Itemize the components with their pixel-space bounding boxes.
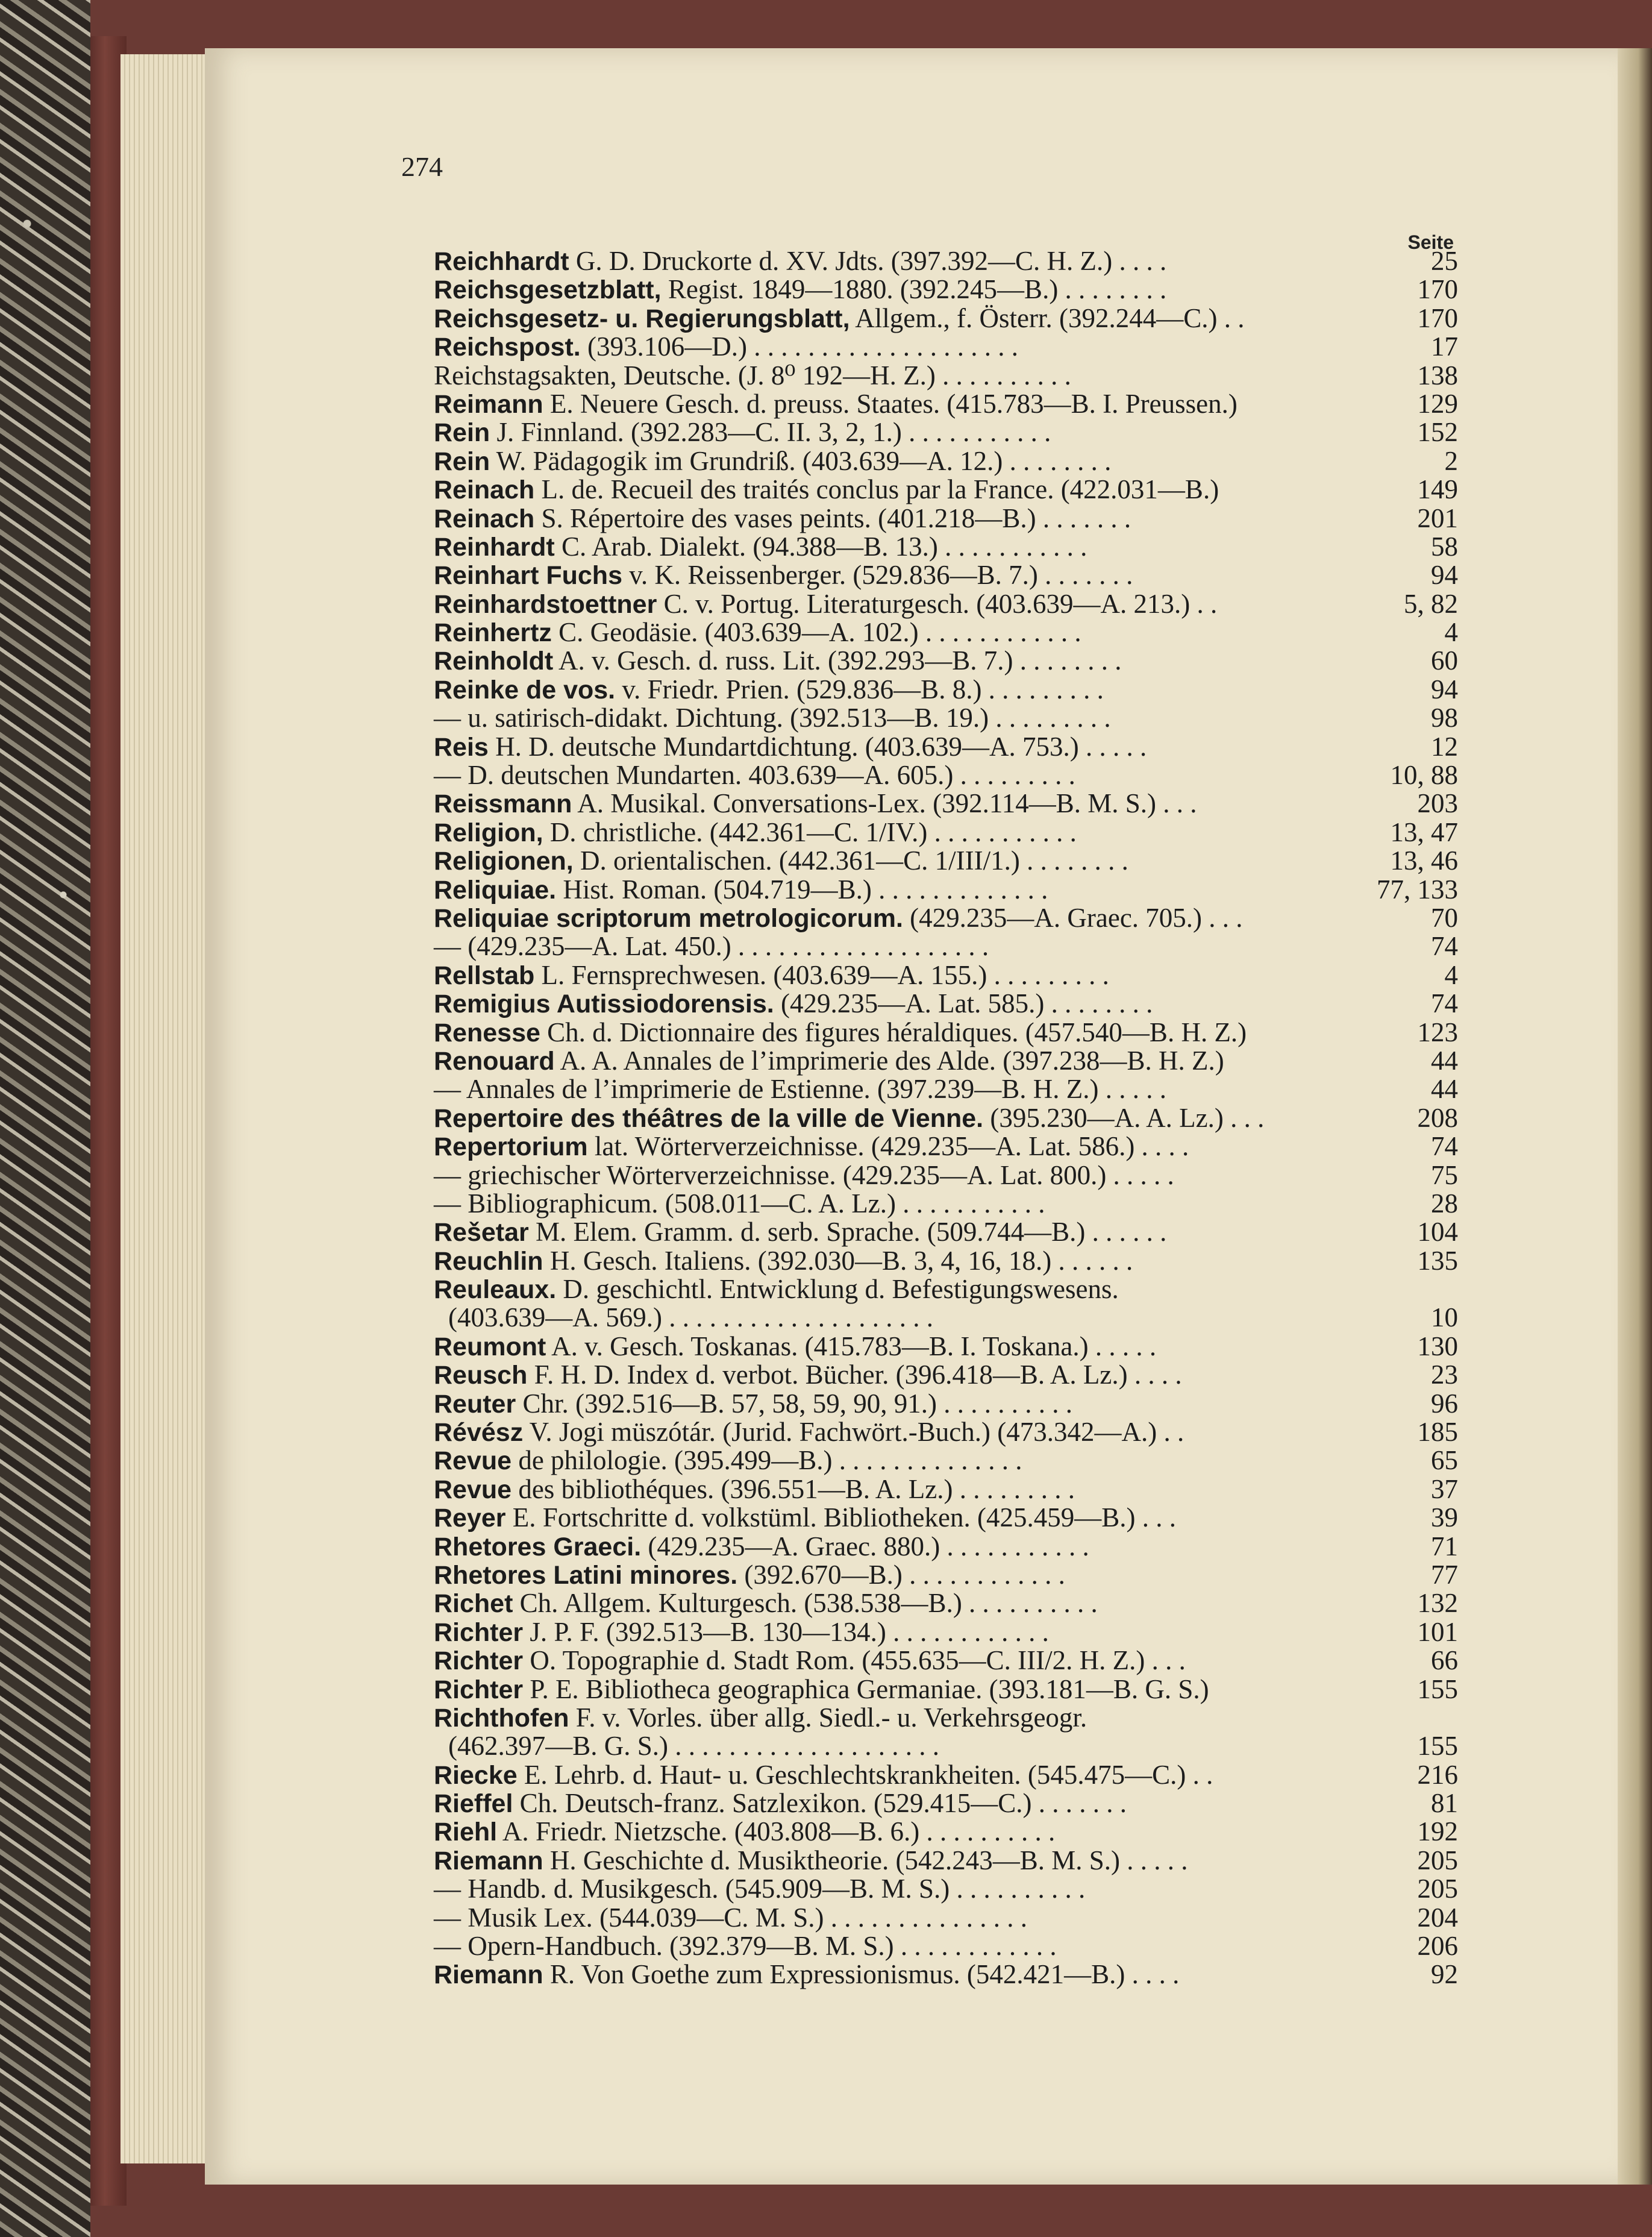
index-entry [434,1390,1458,1418]
entry-page-ref: 44 [1431,1045,1458,1076]
entry-heading: Reinholdt [434,647,554,676]
entry-page-ref: 104 [1417,1217,1458,1247]
entry-text [434,1818,1055,1846]
index-entry [434,1132,1458,1161]
index-entry [434,789,1458,818]
entry-text [448,1304,933,1332]
entry-description: de philologie. (395.499—B.) . . . . . . . . . . . . . . [512,1445,1022,1476]
entry-text [434,1675,1209,1704]
index-entry [434,618,1458,647]
index-entry [434,1932,1458,1960]
entry-heading: Religionen, [434,847,574,876]
entry-description: — Bibliographicum. (508.011—C. A. Lz.) . . . . . . . . . . . [434,1188,1045,1219]
entry-description: A. Friedr. Nietzsche. (403.808—B. 6.) . . . . . . . . . . [497,1816,1056,1847]
entry-heading: Reinhertz [434,618,552,648]
index-entry [434,1446,1458,1475]
index-entry [434,1018,1458,1047]
entry-text [434,590,1217,619]
entry-heading: Revue [434,1446,512,1476]
entry-description: C. Geodäsie. (403.639—A. 102.) . . . . . . . . . . . . [551,617,1081,648]
entry-text [434,1904,1027,1932]
entry-text [434,247,1166,276]
entry-heading: Reichsgesetz- u. Regierungsblatt, [434,304,850,333]
entry-heading: Reichsgesetzblatt, [434,275,662,305]
index-entries [434,247,1458,1989]
index-entry [434,1047,1458,1075]
entry-description: M. Elem. Gramm. d. serb. Sprache. (509.744—B.) . . . . . . [528,1217,1167,1247]
entry-page-ref: 130 [1417,1331,1458,1361]
index-entry [434,1161,1458,1190]
entry-page-ref: 44 [1431,1074,1458,1105]
entry-text [434,1589,1098,1618]
index-entry [434,904,1458,932]
entry-page-ref: 4 [1444,959,1458,990]
entry-page-ref: 5, 82 [1404,588,1458,619]
entry-text [434,1561,1065,1590]
entry-description: Allgem., f. Österr. (392.244—C.) . . [849,303,1245,333]
entry-text [434,561,1133,590]
entry-heading: Repertoire des théâtres de la ville de Vienne. [434,1103,984,1133]
entry-text [434,904,1243,933]
entry-text [434,704,1111,732]
index-entry [434,1789,1458,1818]
entry-text [434,847,1128,876]
entry-page-ref: 39 [1431,1502,1458,1533]
entry-text [434,1418,1184,1447]
page-number: 274 [401,151,443,182]
entry-text [434,475,1219,504]
entry-text [434,1446,1022,1475]
entry-page-ref: 149 [1417,474,1458,505]
entry-page-ref: 101 [1417,1616,1458,1647]
entry-text [434,1332,1156,1361]
entry-description: Chr. (392.516—B. 57, 58, 59, 90, 91.) . . . . . . . . . . [516,1388,1072,1419]
index-entry [434,447,1458,475]
entry-page-ref: 74 [1431,988,1458,1019]
index-entry [434,1504,1458,1532]
entry-text [434,1789,1127,1818]
entry-page-ref: 192 [1417,1816,1458,1847]
index-entry [434,504,1458,533]
entry-heading: Riemann [434,1846,543,1875]
entry-page-ref: 74 [1431,931,1458,962]
entry-description: D. geschichtl. Entwicklung d. Befestigungswesens. [556,1274,1119,1305]
entry-page-ref: 205 [1417,1874,1458,1904]
entry-text [434,1218,1166,1247]
entry-text [434,1361,1182,1390]
entry-page-ref: 170 [1417,274,1458,305]
index-entry [434,275,1458,304]
entry-description: (429.235—A. Graec. 880.) . . . . . . . . . . . [641,1531,1089,1561]
entry-text [434,818,1077,847]
entry-description: J. P. F. (392.513—B. 130—134.) . . . . . . . . . . . . [523,1616,1049,1647]
entry-heading: Reinach [434,504,535,533]
entry-heading: Rhetores Latini minores. [434,1560,738,1590]
index-entry [434,1589,1458,1617]
entry-text [434,932,989,961]
entry-text [434,1047,1224,1076]
entry-page-ref: 206 [1417,1931,1458,1962]
entry-page-ref: 70 [1431,902,1458,933]
index-entry [434,304,1458,333]
entry-description: des bibliothéques. (396.551—B. A. Lz.) . . . . . . . . . [512,1473,1075,1504]
entry-description: (429.235—A. Lat. 585.) . . . . . . . . [774,988,1153,1019]
entry-description: J. Finnland. (392.283—C. II. 3, 2, 1.) . . . . . . . . . . . [490,417,1051,448]
entry-description: C. v. Portug. Literaturgesch. (403.639—A. 213.) . . [657,588,1218,619]
index-entry [434,990,1458,1018]
entry-description: — Annales de l’imprimerie de Estienne. (397.239—B. H. Z.) . . . . . [434,1074,1167,1105]
entry-description: Regist. 1849—1880. (392.245—B.) . . . . . . . . [661,274,1167,305]
entry-text [434,1761,1213,1790]
entry-page-ref: 66 [1431,1645,1458,1676]
entry-page-ref: 201 [1417,503,1458,533]
entry-description: — Opern-Handbuch. (392.379—B. M. S.) . . . . . . . . . . . . [434,1931,1057,1962]
entry-heading: Remigius Autissiodorensis. [434,990,774,1019]
index-entry [434,1904,1458,1932]
index-entry [434,647,1458,675]
index-entry [434,1561,1458,1589]
entry-description: A. v. Gesch. d. russ. Lit. (392.293—B. 7.) . . . . . . . . [553,645,1122,676]
entry-text [434,647,1122,676]
index-entry [434,704,1458,732]
page-column-label: Seite [1407,231,1454,253]
entry-heading: Riehl [434,1818,498,1847]
entry-text [434,504,1131,533]
entry-text [434,333,1018,362]
entry-text [434,1704,1087,1733]
index-entry [434,533,1458,561]
index-entry [434,1361,1458,1389]
entry-page-ref: 65 [1431,1445,1458,1476]
entry-heading: Rein [434,418,490,448]
entry-page-ref: 135 [1417,1245,1458,1276]
index-entry [434,1190,1458,1218]
entry-heading: Renesse [434,1018,540,1047]
entry-heading: Reinach [434,475,535,505]
entry-page-ref: 205 [1417,1845,1458,1875]
entry-description: R. Von Goethe zum Expressionismus. (542.421—B.) . . . . [543,1959,1180,1990]
index-entry [434,847,1458,875]
entry-heading: Révész [434,1418,524,1448]
entry-heading: Reinhart Fuchs [434,561,622,591]
entry-description: L. de. Recueil des traités conclus par la France. (422.031—B.) [534,474,1219,505]
index-entry [434,1818,1458,1846]
entry-page-ref: 4 [1444,617,1458,648]
page-stack-edge [120,54,217,2163]
entry-heading: Religion, [434,818,543,847]
entry-description: Ch. d. Dictionnaire des figures héraldiques. (457.540—B. H. Z.) [540,1017,1247,1047]
entry-heading: Reuter [434,1389,516,1419]
index-entry [434,1875,1458,1903]
entry-heading: Reinhardstoettner [434,589,657,619]
entry-heading: Repertorium [434,1132,588,1162]
entry-text [434,1475,1075,1504]
entry-page-ref: 77, 133 [1377,874,1458,905]
index-entry [434,961,1458,990]
index-entry [434,1618,1458,1646]
entry-text [434,1247,1133,1276]
entry-description: v. K. Reissenberger. (529.836—B. 7.) . . . . . . . [622,560,1133,591]
entry-description: E. Neuere Gesch. d. preuss. Staates. (415.783—B. I. Preussen.) [543,388,1237,419]
entry-text [434,304,1244,333]
entry-description: v. Friedr. Prien. (529.836—B. 8.) . . . . . . . . . [615,674,1104,704]
index-entry [434,333,1458,361]
entry-heading: Richter [434,1617,524,1647]
entry-text [448,1732,939,1760]
entry-description: C. Arab. Dialekt. (94.388—B. 13.) . . . . . . . . . . . [554,531,1087,562]
entry-heading: Renouard [434,1046,555,1076]
entry-text [434,1846,1188,1875]
entry-text [434,1075,1166,1103]
entry-heading: Reis [434,732,489,762]
entry-text [434,533,1087,562]
entry-text [434,1132,1189,1161]
index-entry [434,761,1458,789]
entry-page-ref: 98 [1431,703,1458,733]
index-entry [434,818,1458,847]
entry-description: — u. satirisch-didakt. Dichtung. (392.513—B. 19.) . . . . . . . . . [434,703,1111,733]
entry-heading: Reliquiae. [434,875,557,905]
index-entry [434,1304,1458,1332]
entry-heading: Riemann [434,1960,543,1990]
entry-description: D. orientalischen. (442.361—C. 1/III/1.) . . . . . . . . [573,846,1128,876]
index-entry [434,1075,1458,1103]
entry-page-ref: 23 [1431,1360,1458,1390]
entry-description: Hist. Roman. (504.719—B.) . . . . . . . . . . . . . [556,874,1048,905]
entry-page-ref: 92 [1431,1959,1458,1990]
index-entry [434,733,1458,761]
entry-description: E. Fortschritte d. volkstüml. Bibliotheken. (425.459—B.) . . . [505,1502,1176,1533]
entry-page-ref: 25 [1431,246,1458,276]
entry-text [434,1190,1045,1218]
entry-text [434,1161,1174,1190]
entry-page-ref: 185 [1417,1417,1458,1448]
entry-page-ref: 81 [1431,1788,1458,1819]
entry-text [434,447,1111,476]
entry-heading: Reuleaux. [434,1275,557,1305]
entry-page-ref: 132 [1417,1588,1458,1619]
entry-description: (393.106—D.) . . . . . . . . . . . . . . . . . . . . [580,331,1018,362]
entry-page-ref: 13, 47 [1390,817,1458,847]
entry-page-ref: 37 [1431,1473,1458,1504]
entry-page-ref: 10, 88 [1390,760,1458,791]
entry-description: H. D. deutsche Mundartdichtung. (403.639—A. 753.) . . . . . [488,731,1147,762]
index-entry [434,932,1458,961]
entry-heading: Richter [434,1646,524,1676]
entry-description: W. Pädagogik im Grundriß. (403.639—A. 12.) . . . . . . . . [490,445,1112,476]
entry-description: S. Répertoire des vases peints. (401.218—B.) . . . . . . . [534,503,1131,533]
entry-description: G. D. Druckorte d. XV. Jdts. (397.392—C. H. Z.) . . . . [569,246,1167,276]
entry-page-ref: 28 [1431,1188,1458,1219]
entry-description: V. Jogi müszótár. (Jurid. Fachwört.-Buch.) (473.342—A.) . . [523,1417,1184,1448]
index-entry [434,475,1458,504]
entry-description: D. christliche. (442.361—C. 1/IV.) . . . . . . . . . . . [543,817,1077,847]
entry-page-ref: 204 [1417,1902,1458,1933]
entry-text [434,1875,1085,1903]
entry-text [434,761,1075,789]
entry-heading: Rein [434,447,490,476]
entry-heading: Rešetar [434,1218,529,1247]
entry-description: H. Gesch. Italiens. (392.030—B. 3, 4, 16, 18.) . . . . . . [543,1245,1133,1276]
marbled-cover-edge [0,0,90,2237]
entry-heading: Reimann [434,389,543,419]
entry-text [434,990,1153,1018]
entry-heading: Rhetores Graeci. [434,1532,642,1561]
entry-heading: Reinke de vos. [434,675,616,704]
entry-page-ref: 96 [1431,1388,1458,1419]
entry-text [434,876,1048,905]
entry-description: E. Lehrb. d. Haut- u. Geschlechtskrankheiten. (545.475—C.) . . [517,1759,1213,1790]
entry-page-ref: 155 [1417,1674,1458,1704]
entry-text [434,1018,1247,1047]
entry-heading: Rellstab [434,961,535,990]
entry-page-ref: 138 [1417,360,1458,391]
entry-text [434,1646,1186,1675]
entry-page-ref: 208 [1417,1102,1458,1133]
index-entry [434,1846,1458,1875]
index-entry [434,561,1458,589]
index-entry [434,1732,1458,1760]
index-entry [434,1475,1458,1504]
entry-description: F. v. Vorles. über allg. Siedl.- u. Verkehrsgeogr. [569,1702,1087,1733]
entry-description: A. v. Gesch. Toskanas. (415.783—B. I. Toskana.) . . . . . [546,1331,1157,1361]
entry-text [434,733,1147,762]
entry-heading: Reumont [434,1332,546,1361]
index-entry [434,1960,1458,1989]
entry-heading: Richter [434,1675,524,1704]
entry-description: (392.670—B.) . . . . . . . . . . . . [737,1559,1065,1590]
entry-description: O. Topographie d. Stadt Rom. (455.635—C. III/2. H. Z.) . . . [523,1645,1186,1676]
entry-description: Ch. Allgem. Kulturgesch. (538.538—B.) . . . . . . . . . . [513,1588,1098,1619]
entry-heading: Reichspost. [434,333,581,362]
entry-text [434,1932,1057,1960]
entry-page-ref: 13, 46 [1390,846,1458,876]
entry-text [434,1533,1089,1561]
index-entry [434,1675,1458,1704]
entry-text [434,961,1109,990]
entry-text [434,1504,1176,1533]
entry-description: (395.230—A. A. Lz.) . . . [983,1102,1265,1133]
entry-page-ref: 58 [1431,531,1458,562]
entry-description: L. Fernsprechwesen. (403.639—A. 155.) . . . . . . . . . [534,959,1109,990]
index-entry [434,362,1458,390]
entry-heading: Reichhardt [434,247,569,276]
entry-description: Reichstagsakten, Deutsche. (J. 8⁰ 192—H. Z.) . . . . . . . . . . [434,360,1071,391]
index-entry [434,1104,1458,1132]
index-entry [434,1275,1458,1304]
entry-heading: Reuchlin [434,1246,543,1276]
entry-text [434,362,1071,390]
entry-page-ref: 77 [1431,1559,1458,1590]
entry-text [434,618,1081,647]
index-entry [434,418,1458,447]
index-entry [434,1218,1458,1246]
index-entry [434,247,1458,275]
entry-description: P. E. Bibliotheca geographica Germaniae. (393.181—B. G. S.) [523,1674,1209,1704]
page-gutter-right [1618,48,1652,2185]
entry-page-ref: 155 [1417,1731,1458,1762]
entry-page-ref: 12 [1431,731,1458,762]
index-entry [434,676,1458,704]
entry-description: — D. deutschen Mundarten. 403.639—A. 605.) . . . . . . . . . [434,760,1075,791]
entry-description: — Musik Lex. (544.039—C. M. S.) . . . . . . . . . . . . . . . [434,1902,1028,1933]
entry-text [434,1275,1119,1304]
entry-text [434,1960,1179,1989]
entry-page-ref: 71 [1431,1531,1458,1561]
entry-page-ref: 74 [1431,1131,1458,1162]
entry-page-ref: 60 [1431,645,1458,676]
entry-heading: Rieffel [434,1789,513,1819]
entry-page-ref: 129 [1417,388,1458,419]
index-entry [434,590,1458,618]
entry-description: Ch. Deutsch-franz. Satzlexikon. (529.415—C.) . . . . . . . [513,1788,1127,1819]
index-entry [434,1761,1458,1789]
entry-page-ref: 75 [1431,1159,1458,1190]
entry-description: lat. Wörterverzeichnisse. (429.235—A. Lat. 586.) . . . . [587,1131,1189,1162]
entry-page-ref: 203 [1417,788,1458,819]
entry-text [434,1390,1072,1419]
entry-description: — (429.235—A. Lat. 450.) . . . . . . . . . . . . . . . . . . . [434,931,989,962]
entry-text [434,1618,1049,1647]
entry-text [434,676,1104,704]
entry-heading: Richet [434,1589,513,1619]
entry-heading: Reusch [434,1361,528,1390]
index-entry [434,1533,1458,1561]
entry-description: — Handb. d. Musikgesch. (545.909—B. M. S.) . . . . . . . . . . [434,1874,1086,1904]
entry-description: A. A. Annales de l’imprimerie des Alde. (397.238—B. H. Z.) [554,1045,1224,1076]
entry-heading: Riecke [434,1760,518,1790]
index-entry [434,1704,1458,1732]
entry-description: (462.397—B. G. S.) . . . . . . . . . . . . . . . . . . . . [448,1731,940,1762]
entry-description: — griechischer Wörterverzeichnisse. (429.235—A. Lat. 800.) . . . . . [434,1159,1174,1190]
index-entry [434,390,1458,418]
entry-heading: Richthofen [434,1703,569,1733]
entry-description: F. H. D. Index d. verbot. Bücher. (396.418—B. A. Lz.) . . . . [527,1360,1182,1390]
entry-page-ref: 2 [1444,445,1458,476]
entry-heading: Revue [434,1475,512,1504]
entry-text [434,418,1051,447]
entry-page-ref: 94 [1431,674,1458,704]
entry-description: A. Musikal. Conversations-Lex. (392.114—B. M. S.) . . . [572,788,1197,819]
entry-text [434,1104,1264,1133]
index-entry [434,1247,1458,1275]
entry-description: (429.235—A. Graec. 705.) . . . [903,902,1243,933]
entry-page-ref: 170 [1417,303,1458,333]
index-entry [434,876,1458,904]
entry-heading: Reinhardt [434,532,555,562]
entry-page-ref: 17 [1431,331,1458,362]
entry-description: H. Geschichte d. Musiktheorie. (542.243—B. M. S.) . . . . . [543,1845,1188,1875]
entry-page-ref: 10 [1431,1302,1458,1333]
entry-text [434,789,1197,818]
index-entry [434,1646,1458,1675]
entry-heading: Reyer [434,1504,506,1533]
entry-page-ref: 123 [1417,1017,1458,1047]
entry-page-ref: 152 [1417,417,1458,448]
entry-text [434,390,1237,419]
entry-description: (403.639—A. 569.) . . . . . . . . . . . . . . . . . . . . [448,1302,933,1333]
entry-heading: Reissmann [434,789,572,819]
index-entry [434,1332,1458,1361]
entry-text [434,275,1166,304]
entry-page-ref: 216 [1417,1759,1458,1790]
entry-page-ref: 94 [1431,560,1458,591]
entry-heading: Reliquiae scriptorum metrologicorum. [434,903,903,933]
index-entry [434,1418,1458,1446]
